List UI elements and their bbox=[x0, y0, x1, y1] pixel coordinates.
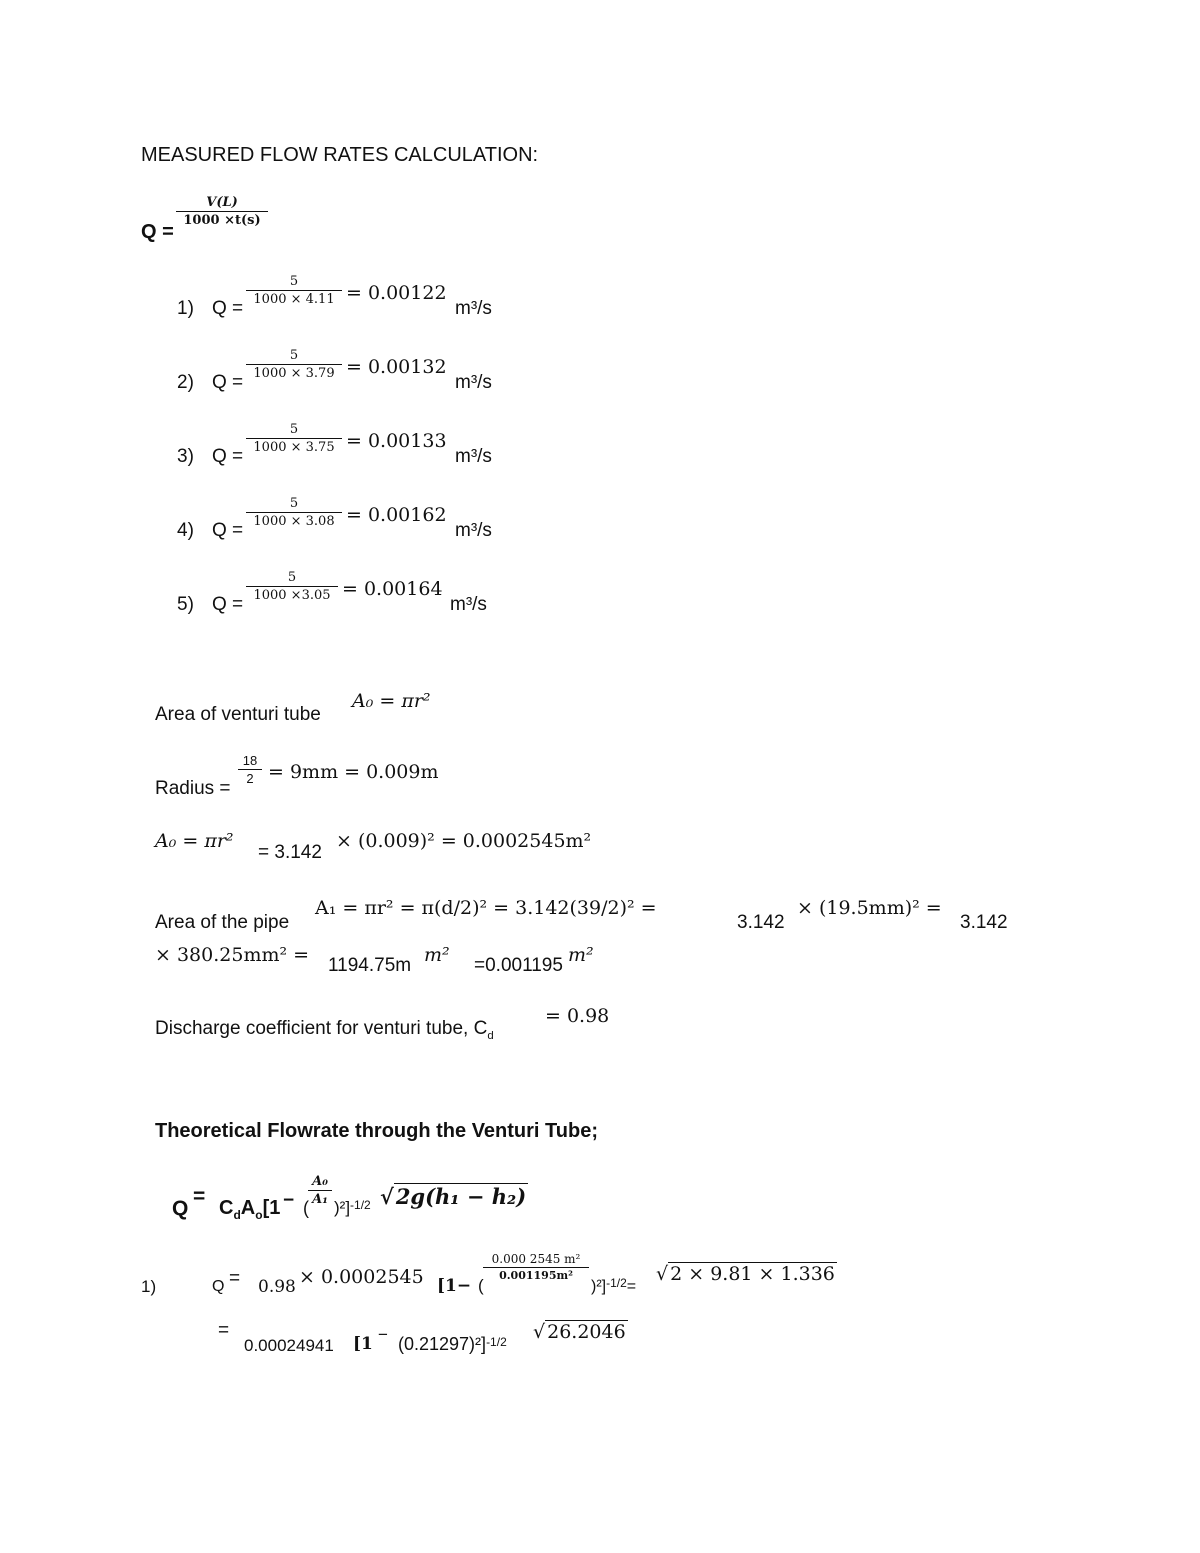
discharge-value: = 0.98 bbox=[545, 1005, 610, 1027]
step2-exp: -1/2 bbox=[486, 1335, 507, 1349]
item-result: = 0.00164 bbox=[342, 578, 443, 600]
item-fraction bbox=[246, 570, 338, 603]
area-pipe-mid: × (19.5mm)² = bbox=[797, 897, 942, 919]
theoretical-tail-text: )²] bbox=[334, 1198, 351, 1217]
item-denominator: 1000 ×3.05 bbox=[253, 588, 331, 603]
step1-q: Q bbox=[212, 1278, 225, 1295]
formula-lhs: Q = bbox=[141, 221, 174, 243]
radius-result: = 9mm = 0.009m bbox=[268, 761, 439, 783]
step1-fraction bbox=[483, 1252, 589, 1282]
item-result: = 0.00122 bbox=[346, 282, 447, 304]
formula-fraction bbox=[176, 195, 268, 228]
item-numerator: 5 bbox=[246, 274, 342, 291]
area-pipe-line2e: m² bbox=[568, 944, 594, 966]
step1-eq: = bbox=[229, 1268, 241, 1289]
item-fraction bbox=[246, 496, 342, 529]
discharge-label-text: Discharge coefficient for venturi tube, C bbox=[155, 1018, 488, 1039]
item-lhs: Q = bbox=[212, 594, 244, 615]
step2-minus: − bbox=[378, 1325, 388, 1344]
step2-eq: = bbox=[218, 1320, 230, 1341]
item-fraction bbox=[246, 422, 342, 455]
area-pipe-line2b: 1194.75m bbox=[328, 955, 412, 976]
theoretical-exp: -1/2 bbox=[350, 1198, 371, 1212]
item-lhs: Q = bbox=[212, 372, 244, 393]
discharge-label bbox=[155, 1018, 494, 1040]
area-venturi-formula: A₀ = πr² bbox=[352, 690, 431, 712]
theoretical-frac-den: A₁ bbox=[312, 1192, 328, 1207]
area-pipe-line2d: =0.001195 bbox=[474, 955, 563, 976]
step2-sqrt: √ 26.2046 bbox=[533, 1321, 626, 1343]
step1-index: 1) bbox=[141, 1277, 157, 1296]
item-denominator: 1000 × 3.75 bbox=[253, 440, 335, 455]
item-denominator: 1000 × 3.08 bbox=[253, 514, 335, 529]
item-unit: m³/s bbox=[455, 446, 492, 467]
radius-numerator: 18 bbox=[238, 753, 262, 770]
area-venturi-label: Area of venturi tube bbox=[155, 704, 321, 725]
step1-tail bbox=[591, 1276, 636, 1296]
a0-result: × (0.009)² = 0.0002545m² bbox=[336, 830, 592, 852]
page-heading: MEASURED FLOW RATES CALCULATION: bbox=[141, 144, 539, 166]
area-pipe-value-1: 3.142 bbox=[737, 912, 785, 933]
theoretical-a: A bbox=[240, 1197, 256, 1219]
step2-bracket: [1 bbox=[353, 1334, 373, 1354]
item-index: 4) bbox=[177, 520, 194, 541]
theoretical-q: Q bbox=[172, 1197, 189, 1220]
theoretical-bracket: [1 bbox=[262, 1197, 281, 1219]
theoretical-minus: − bbox=[283, 1190, 295, 1211]
item-index: 1) bbox=[177, 298, 194, 319]
item-index: 5) bbox=[177, 594, 194, 615]
theoretical-c-sub: d bbox=[233, 1208, 241, 1222]
item-result: = 0.00133 bbox=[346, 430, 447, 452]
item-unit: m³/s bbox=[455, 298, 492, 319]
a0-mid: = 3.142 bbox=[258, 842, 322, 863]
theoretical-c: C bbox=[219, 1197, 234, 1219]
step1-frac-num: 0.000 2545 m² bbox=[483, 1252, 589, 1268]
theoretical-eq: = bbox=[193, 1185, 206, 1208]
step2-paren bbox=[398, 1334, 507, 1355]
theoretical-sqrt-body: 2g(h₁ − h₂) bbox=[395, 1184, 527, 1209]
theoretical-fraction bbox=[308, 1174, 332, 1207]
discharge-label-sub: d bbox=[487, 1029, 494, 1042]
area-pipe-line2c: m² bbox=[424, 944, 450, 966]
step1-sqrt: √ 2 × 9.81 × 1.336 bbox=[656, 1263, 835, 1285]
theoretical-a-sub: o bbox=[255, 1208, 263, 1222]
step1-open-paren: ( bbox=[478, 1276, 484, 1295]
theoretical-sqrt: √2g(h₁ − h₂) bbox=[380, 1184, 527, 1209]
area-pipe-formula: A₁ = πr² = π(d/2)² = 3.142(39/2)² = bbox=[315, 897, 657, 919]
theoretical-heading: Theoretical Flowrate through the Venturi Tube; bbox=[155, 1120, 598, 1142]
step1-bracket: [1− bbox=[437, 1276, 472, 1296]
radius-fraction bbox=[238, 753, 262, 786]
item-numerator: 5 bbox=[246, 570, 338, 587]
item-fraction bbox=[246, 348, 342, 381]
step1-tail-text: )²] bbox=[591, 1278, 607, 1295]
item-index: 3) bbox=[177, 446, 194, 467]
item-unit: m³/s bbox=[450, 594, 487, 615]
theoretical-open-paren: ( bbox=[303, 1198, 309, 1218]
item-numerator: 5 bbox=[246, 496, 342, 513]
step2-paren-text: (0.21297)²] bbox=[398, 1334, 487, 1354]
item-fraction bbox=[246, 274, 342, 307]
area-pipe-line2a: × 380.25mm² = bbox=[155, 944, 310, 966]
item-index: 2) bbox=[177, 372, 194, 393]
step1-eq2: = bbox=[626, 1278, 637, 1295]
step1-exp: -1/2 bbox=[606, 1276, 627, 1290]
item-unit: m³/s bbox=[455, 520, 492, 541]
item-denominator: 1000 × 3.79 bbox=[253, 366, 335, 381]
theoretical-coefficient bbox=[219, 1197, 280, 1220]
theoretical-frac-num: A₀ bbox=[308, 1174, 332, 1191]
item-result: = 0.00132 bbox=[346, 356, 447, 378]
item-numerator: 5 bbox=[246, 422, 342, 439]
step1-cd: 0.98 bbox=[258, 1277, 296, 1297]
a0-lhs: A₀ = πr² bbox=[155, 830, 234, 852]
item-lhs: Q = bbox=[212, 446, 244, 467]
formula-denominator: 1000 ×t(s) bbox=[183, 213, 261, 228]
theoretical-tail bbox=[334, 1198, 371, 1218]
item-result: = 0.00162 bbox=[346, 504, 447, 526]
step2-sqrt-body: 26.2046 bbox=[547, 1321, 626, 1343]
step2-value: 0.00024941 bbox=[244, 1336, 334, 1355]
formula-numerator: V(L) bbox=[176, 195, 268, 212]
item-lhs: Q = bbox=[212, 298, 244, 319]
step1-times: × 0.0002545 bbox=[299, 1266, 424, 1288]
item-denominator: 1000 × 4.11 bbox=[253, 292, 335, 307]
item-unit: m³/s bbox=[455, 372, 492, 393]
step1-sqrt-body: 2 × 9.81 × 1.336 bbox=[670, 1263, 835, 1285]
radius-label: Radius = bbox=[155, 778, 231, 799]
item-lhs: Q = bbox=[212, 520, 244, 541]
item-numerator: 5 bbox=[246, 348, 342, 365]
radius-denominator: 2 bbox=[246, 771, 254, 786]
step1-frac-den: 0.001195m² bbox=[499, 1269, 573, 1282]
area-pipe-label: Area of the pipe bbox=[155, 912, 290, 933]
area-pipe-value-2: 3.142 bbox=[960, 912, 1008, 933]
